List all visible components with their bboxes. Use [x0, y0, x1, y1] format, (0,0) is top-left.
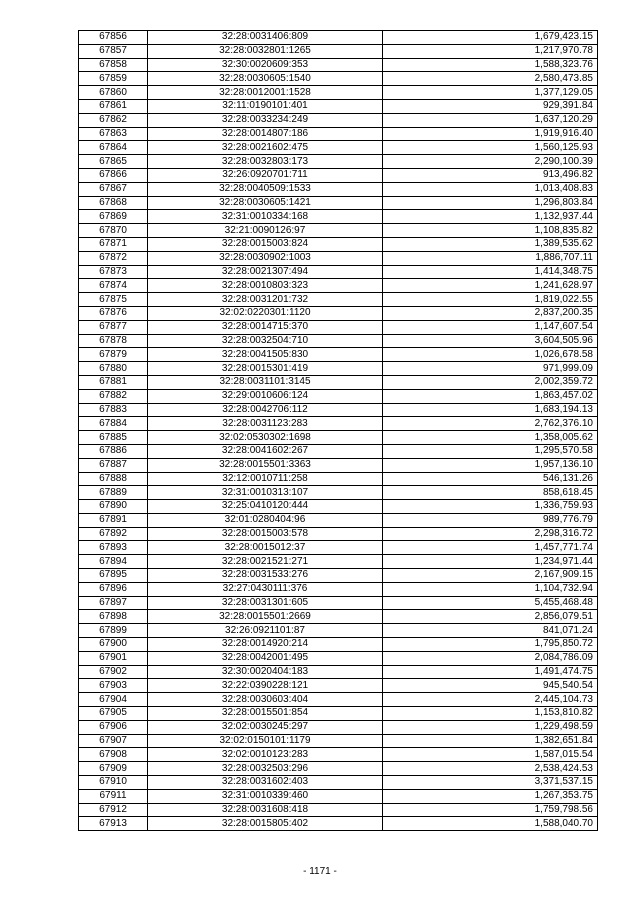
cadastral-number-cell: 32:28:0031201:732	[148, 293, 383, 307]
table-row	[79, 375, 598, 389]
table-row	[79, 72, 598, 86]
table-row	[79, 651, 598, 665]
cadastral-number-cell: 32:28:0033234:249	[148, 113, 383, 127]
row-id-cell: 67870	[79, 224, 148, 238]
table-row	[79, 748, 598, 762]
amount-cell: 2,084,786.09	[383, 651, 598, 665]
ledger-table	[78, 30, 598, 831]
amount-cell: 3,604,505.96	[383, 334, 598, 348]
table-row	[79, 472, 598, 486]
row-id-cell: 67883	[79, 403, 148, 417]
row-id-cell: 67885	[79, 431, 148, 445]
amount-cell: 1,241,628.97	[383, 279, 598, 293]
table-row	[79, 279, 598, 293]
amount-cell: 2,837,200.35	[383, 306, 598, 320]
amount-cell: 1,234,971.44	[383, 555, 598, 569]
amount-cell: 2,298,316.72	[383, 527, 598, 541]
table-row	[79, 555, 598, 569]
cadastral-number-cell: 32:28:0030605:1540	[148, 72, 383, 86]
table-row	[79, 458, 598, 472]
amount-cell: 1,457,771.74	[383, 541, 598, 555]
table-row	[79, 99, 598, 113]
row-id-cell: 67896	[79, 582, 148, 596]
table-row	[79, 707, 598, 721]
row-id-cell: 67863	[79, 127, 148, 141]
cadastral-number-cell: 32:28:0015501:854	[148, 707, 383, 721]
cadastral-number-cell: 32:28:0021307:494	[148, 265, 383, 279]
cadastral-number-cell: 32:28:0031602:403	[148, 776, 383, 790]
cadastral-number-cell: 32:31:0010313:107	[148, 486, 383, 500]
amount-cell: 1,795,850.72	[383, 638, 598, 652]
ledger-body	[79, 31, 598, 831]
table-row	[79, 362, 598, 376]
amount-cell: 1,588,040.70	[383, 817, 598, 831]
row-id-cell: 67902	[79, 665, 148, 679]
row-id-cell: 67897	[79, 596, 148, 610]
cadastral-number-cell: 32:01:0280404:96	[148, 513, 383, 527]
cadastral-number-cell: 32:28:0014807:186	[148, 127, 383, 141]
table-row	[79, 582, 598, 596]
cadastral-number-cell: 32:21:0090126:97	[148, 224, 383, 238]
cadastral-number-cell: 32:28:0031101:3145	[148, 375, 383, 389]
cadastral-number-cell: 32:02:0150101:1179	[148, 734, 383, 748]
table-row	[79, 389, 598, 403]
cadastral-number-cell: 32:28:0015003:824	[148, 237, 383, 251]
amount-cell: 1,560,125.93	[383, 141, 598, 155]
row-id-cell: 67910	[79, 776, 148, 790]
row-id-cell: 67892	[79, 527, 148, 541]
row-id-cell: 67900	[79, 638, 148, 652]
table-row	[79, 293, 598, 307]
row-id-cell: 67873	[79, 265, 148, 279]
table-row	[79, 44, 598, 58]
cadastral-number-cell: 32:28:0015805:402	[148, 817, 383, 831]
amount-cell: 1,414,348.75	[383, 265, 598, 279]
amount-cell: 1,491,474.75	[383, 665, 598, 679]
table-row	[79, 320, 598, 334]
cadastral-number-cell: 32:28:0021602:475	[148, 141, 383, 155]
row-id-cell: 67908	[79, 748, 148, 762]
cadastral-number-cell: 32:28:0042001:495	[148, 651, 383, 665]
table-row	[79, 58, 598, 72]
cadastral-number-cell: 32:12:0010711:258	[148, 472, 383, 486]
table-row	[79, 486, 598, 500]
row-id-cell: 67866	[79, 168, 148, 182]
amount-cell: 1,026,678.58	[383, 348, 598, 362]
cadastral-number-cell: 32:28:0031533:276	[148, 569, 383, 583]
amount-cell: 1,229,498.59	[383, 720, 598, 734]
cadastral-number-cell: 32:28:0012001:1528	[148, 86, 383, 100]
table-row	[79, 182, 598, 196]
row-id-cell: 67911	[79, 789, 148, 803]
cadastral-number-cell: 32:31:0010339:460	[148, 789, 383, 803]
table-row	[79, 31, 598, 45]
amount-cell: 1,013,408.83	[383, 182, 598, 196]
row-id-cell: 67898	[79, 610, 148, 624]
table-row	[79, 113, 598, 127]
table-row	[79, 196, 598, 210]
amount-cell: 1,295,570.58	[383, 444, 598, 458]
cadastral-number-cell: 32:28:0042706:112	[148, 403, 383, 417]
row-id-cell: 67859	[79, 72, 148, 86]
row-id-cell: 67904	[79, 693, 148, 707]
cadastral-number-cell: 32:31:0010334:168	[148, 210, 383, 224]
row-id-cell: 67895	[79, 569, 148, 583]
amount-cell: 1,377,129.05	[383, 86, 598, 100]
row-id-cell: 67899	[79, 624, 148, 638]
cadastral-number-cell: 32:28:0015301:419	[148, 362, 383, 376]
cadastral-number-cell: 32:28:0015012:37	[148, 541, 383, 555]
amount-cell: 1,886,707.11	[383, 251, 598, 265]
amount-cell: 1,957,136.10	[383, 458, 598, 472]
amount-cell: 1,679,423.15	[383, 31, 598, 45]
cadastral-number-cell: 32:28:0040509:1533	[148, 182, 383, 196]
amount-cell: 1,104,732.94	[383, 582, 598, 596]
row-id-cell: 67880	[79, 362, 148, 376]
cadastral-number-cell: 32:26:0921101:87	[148, 624, 383, 638]
table-row	[79, 431, 598, 445]
cadastral-number-cell: 32:28:0030902:1003	[148, 251, 383, 265]
amount-cell: 1,217,970.78	[383, 44, 598, 58]
cadastral-number-cell: 32:30:0020609:353	[148, 58, 383, 72]
amount-cell: 1,919,916.40	[383, 127, 598, 141]
cadastral-number-cell: 32:22:0390228:121	[148, 679, 383, 693]
amount-cell: 2,856,079.51	[383, 610, 598, 624]
amount-cell: 1,588,323.76	[383, 58, 598, 72]
table-row	[79, 734, 598, 748]
row-id-cell: 67881	[79, 375, 148, 389]
row-id-cell: 67891	[79, 513, 148, 527]
row-id-cell: 67871	[79, 237, 148, 251]
table-row	[79, 569, 598, 583]
table-row	[79, 789, 598, 803]
table-row	[79, 168, 598, 182]
amount-cell: 5,455,468.48	[383, 596, 598, 610]
table-row	[79, 596, 598, 610]
row-id-cell: 67867	[79, 182, 148, 196]
row-id-cell: 67878	[79, 334, 148, 348]
amount-cell: 1,382,651.84	[383, 734, 598, 748]
amount-cell: 1,587,015.54	[383, 748, 598, 762]
amount-cell: 841,071.24	[383, 624, 598, 638]
table-row	[79, 693, 598, 707]
cadastral-number-cell: 32:02:0530302:1698	[148, 431, 383, 445]
amount-cell: 1,267,353.75	[383, 789, 598, 803]
cadastral-number-cell: 32:02:0010123:283	[148, 748, 383, 762]
table-row	[79, 251, 598, 265]
table-row	[79, 665, 598, 679]
cadastral-number-cell: 32:26:0920701:711	[148, 168, 383, 182]
row-id-cell: 67856	[79, 31, 148, 45]
cadastral-number-cell: 32:11:0190101:401	[148, 99, 383, 113]
amount-cell: 1,389,535.62	[383, 237, 598, 251]
cadastral-number-cell: 32:28:0041505:830	[148, 348, 383, 362]
cadastral-number-cell: 32:30:0020404:183	[148, 665, 383, 679]
row-id-cell: 67888	[79, 472, 148, 486]
table-row	[79, 803, 598, 817]
table-row	[79, 141, 598, 155]
amount-cell: 971,999.09	[383, 362, 598, 376]
row-id-cell: 67886	[79, 444, 148, 458]
amount-cell: 1,759,798.56	[383, 803, 598, 817]
row-id-cell: 67894	[79, 555, 148, 569]
table-row	[79, 210, 598, 224]
row-id-cell: 67913	[79, 817, 148, 831]
row-id-cell: 67865	[79, 155, 148, 169]
table-row	[79, 155, 598, 169]
amount-cell: 1,336,759.93	[383, 500, 598, 514]
cadastral-number-cell: 32:02:0220301:1120	[148, 306, 383, 320]
table-row	[79, 762, 598, 776]
row-id-cell: 67907	[79, 734, 148, 748]
cadastral-number-cell: 32:28:0030603:404	[148, 693, 383, 707]
cadastral-number-cell: 32:28:0014715:370	[148, 320, 383, 334]
cadastral-number-cell: 32:28:0031608:418	[148, 803, 383, 817]
row-id-cell: 67860	[79, 86, 148, 100]
amount-cell: 1,296,803.84	[383, 196, 598, 210]
amount-cell: 1,108,835.82	[383, 224, 598, 238]
amount-cell: 2,002,359.72	[383, 375, 598, 389]
page-number: - 1171 -	[303, 866, 337, 877]
amount-cell: 2,445,104.73	[383, 693, 598, 707]
cadastral-number-cell: 32:02:0030245:297	[148, 720, 383, 734]
cadastral-number-cell: 32:28:0041602:267	[148, 444, 383, 458]
amount-cell: 2,538,424.53	[383, 762, 598, 776]
cadastral-number-cell: 32:28:0032801:1265	[148, 44, 383, 58]
cadastral-number-cell: 32:28:0015501:2669	[148, 610, 383, 624]
table-row	[79, 237, 598, 251]
amount-cell: 929,391.84	[383, 99, 598, 113]
table-row	[79, 638, 598, 652]
amount-cell: 1,147,607.54	[383, 320, 598, 334]
amount-cell: 546,131.26	[383, 472, 598, 486]
table-row	[79, 334, 598, 348]
cadastral-number-cell: 32:28:0031301:605	[148, 596, 383, 610]
table-row	[79, 417, 598, 431]
row-id-cell: 67903	[79, 679, 148, 693]
cadastral-number-cell: 32:28:0030605:1421	[148, 196, 383, 210]
amount-cell: 1,153,810.82	[383, 707, 598, 721]
table-row	[79, 513, 598, 527]
cadastral-number-cell: 32:28:0032503:296	[148, 762, 383, 776]
row-id-cell: 67857	[79, 44, 148, 58]
row-id-cell: 67912	[79, 803, 148, 817]
amount-cell: 1,683,194.13	[383, 403, 598, 417]
row-id-cell: 67906	[79, 720, 148, 734]
table-row	[79, 817, 598, 831]
table-row	[79, 624, 598, 638]
table-row	[79, 348, 598, 362]
cadastral-number-cell: 32:28:0014920:214	[148, 638, 383, 652]
amount-cell: 1,819,022.55	[383, 293, 598, 307]
row-id-cell: 67901	[79, 651, 148, 665]
cadastral-number-cell: 32:28:0015003:578	[148, 527, 383, 541]
table-row	[79, 224, 598, 238]
row-id-cell: 67882	[79, 389, 148, 403]
row-id-cell: 67909	[79, 762, 148, 776]
row-id-cell: 67879	[79, 348, 148, 362]
row-id-cell: 67874	[79, 279, 148, 293]
row-id-cell: 67858	[79, 58, 148, 72]
table-row	[79, 86, 598, 100]
amount-cell: 2,290,100.39	[383, 155, 598, 169]
table-row	[79, 306, 598, 320]
table-row	[79, 527, 598, 541]
cadastral-number-cell: 32:28:0031123:283	[148, 417, 383, 431]
row-id-cell: 67889	[79, 486, 148, 500]
row-id-cell: 67877	[79, 320, 148, 334]
amount-cell: 913,496.82	[383, 168, 598, 182]
cadastral-number-cell: 32:28:0032504:710	[148, 334, 383, 348]
table-row	[79, 265, 598, 279]
cadastral-number-cell: 32:28:0021521:271	[148, 555, 383, 569]
amount-cell: 3,371,537.15	[383, 776, 598, 790]
row-id-cell: 67869	[79, 210, 148, 224]
table-row	[79, 403, 598, 417]
row-id-cell: 67875	[79, 293, 148, 307]
row-id-cell: 67861	[79, 99, 148, 113]
cadastral-number-cell: 32:25:0410120:444	[148, 500, 383, 514]
amount-cell: 858,618.45	[383, 486, 598, 500]
amount-cell: 1,863,457.02	[383, 389, 598, 403]
amount-cell: 2,167,909.15	[383, 569, 598, 583]
row-id-cell: 67893	[79, 541, 148, 555]
table-row	[79, 720, 598, 734]
table-row	[79, 776, 598, 790]
row-id-cell: 67862	[79, 113, 148, 127]
cadastral-number-cell: 32:28:0015501:3363	[148, 458, 383, 472]
row-id-cell: 67890	[79, 500, 148, 514]
row-id-cell: 67872	[79, 251, 148, 265]
cadastral-number-cell: 32:27:0430111:376	[148, 582, 383, 596]
amount-cell: 945,540.54	[383, 679, 598, 693]
cadastral-number-cell: 32:28:0032803:173	[148, 155, 383, 169]
cadastral-number-cell: 32:28:0010803:323	[148, 279, 383, 293]
amount-cell: 2,762,376.10	[383, 417, 598, 431]
table-row	[79, 444, 598, 458]
amount-cell: 2,580,473.85	[383, 72, 598, 86]
table-row	[79, 500, 598, 514]
row-id-cell: 67868	[79, 196, 148, 210]
row-id-cell: 67876	[79, 306, 148, 320]
cadastral-number-cell: 32:29:0010606:124	[148, 389, 383, 403]
table-row	[79, 541, 598, 555]
row-id-cell: 67887	[79, 458, 148, 472]
table-row	[79, 679, 598, 693]
table-row	[79, 610, 598, 624]
cadastral-number-cell: 32:28:0031406:809	[148, 31, 383, 45]
row-id-cell: 67864	[79, 141, 148, 155]
amount-cell: 1,637,120.29	[383, 113, 598, 127]
amount-cell: 1,358,005.62	[383, 431, 598, 445]
table-row	[79, 127, 598, 141]
amount-cell: 989,776.79	[383, 513, 598, 527]
row-id-cell: 67905	[79, 707, 148, 721]
row-id-cell: 67884	[79, 417, 148, 431]
amount-cell: 1,132,937.44	[383, 210, 598, 224]
